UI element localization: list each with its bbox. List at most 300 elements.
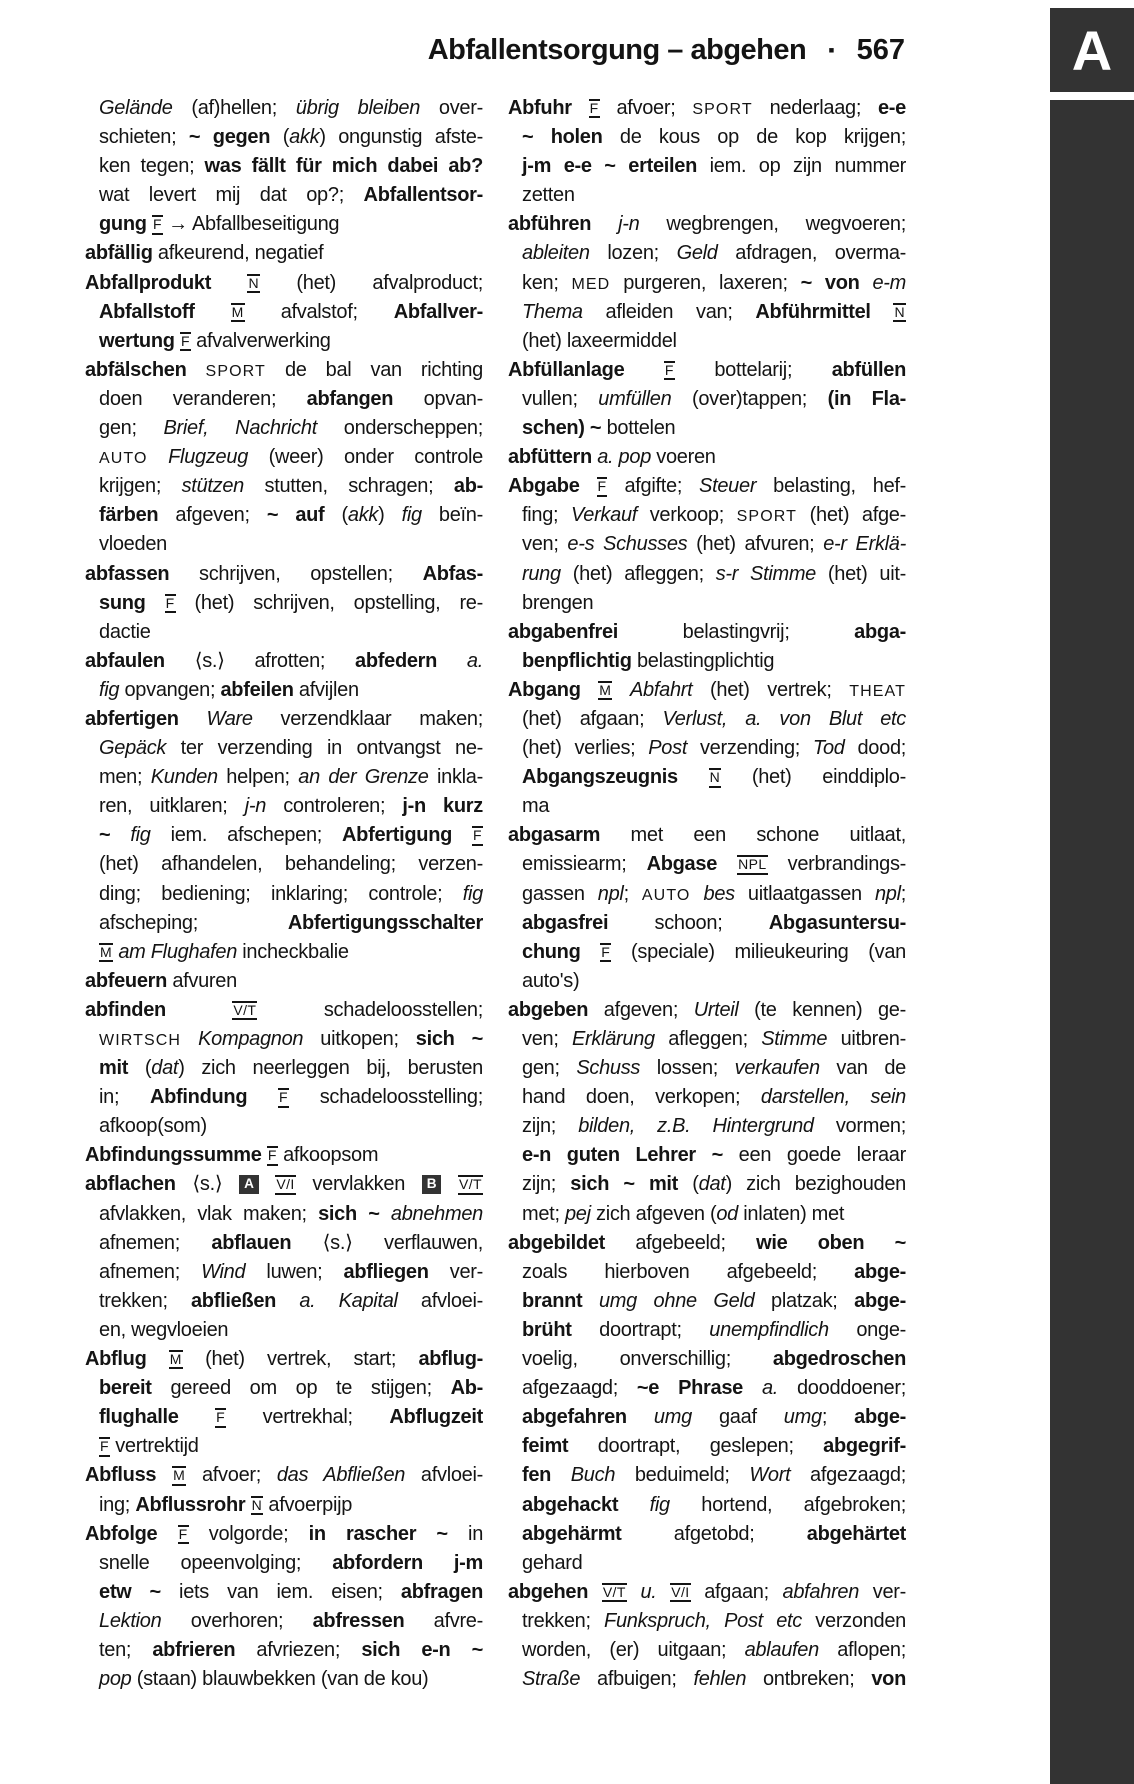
grammar-marker: F <box>165 594 176 613</box>
dict-line <box>85 1520 483 1549</box>
dict-line <box>85 1083 483 1112</box>
italic-segment: e-r Erklä- <box>823 533 906 556</box>
dict-line <box>508 1287 906 1316</box>
bold-segment: abgehärtet <box>806 1522 906 1545</box>
grammar-marker: F <box>664 361 675 380</box>
bold-segment: abgehackt <box>522 1493 650 1516</box>
text-segment: afgezaagd; <box>810 1464 906 1487</box>
bold-segment: färben <box>99 504 176 527</box>
bold-segment: Abfluss <box>85 1464 173 1487</box>
bold-segment: abge- <box>854 1406 906 1429</box>
dict-line <box>508 763 906 792</box>
text-segment: trekken; <box>99 1289 191 1312</box>
dict-line <box>508 530 906 559</box>
text-segment: afgebeeld; <box>635 1231 757 1254</box>
bold-segment: e-e <box>877 97 906 119</box>
grammar-marker: N <box>247 274 260 293</box>
text-segment: hortend, afgebroken; <box>701 1493 906 1516</box>
grammar-marker: F <box>178 1525 189 1544</box>
italic-segment: umg <box>653 1406 719 1429</box>
text-segment: (het) einddiplo- <box>721 766 906 789</box>
dict-line <box>85 1316 483 1345</box>
italic-segment: e-s Schusses <box>567 533 697 556</box>
text-segment: voelig, onverschillig; <box>522 1348 773 1371</box>
bold-segment: abfließen <box>190 1289 300 1312</box>
italic-segment: Verkauf <box>570 504 650 527</box>
text-segment: incheckbalie <box>242 940 349 963</box>
text-segment: inkla- <box>436 766 483 789</box>
bold-segment: wie oben ~ <box>756 1231 906 1254</box>
bold-segment: sung <box>99 591 165 614</box>
bold-segment: Abfallprodukt <box>85 271 248 294</box>
dict-line <box>508 880 906 909</box>
bold-segment: ~ holen <box>522 126 620 149</box>
dict-line <box>85 1374 483 1403</box>
text-segment: ( <box>144 1057 152 1080</box>
dict-line <box>85 1200 483 1229</box>
dict-line <box>85 210 483 239</box>
text-segment: met; <box>522 1202 565 1225</box>
dict-line <box>85 181 483 210</box>
text-segment <box>148 446 169 468</box>
text-segment: afvre- <box>433 1609 483 1632</box>
italic-segment: akk <box>289 126 320 149</box>
text-segment: stutten, schragen; <box>264 475 454 498</box>
grammar-marker: F <box>180 332 191 351</box>
dict-line <box>508 1607 906 1636</box>
italic-segment: Wort <box>749 1464 811 1487</box>
italic-segment: Erklärung <box>571 1028 669 1050</box>
text-segment: ren, uitklaren; <box>99 795 245 818</box>
dict-line <box>85 996 483 1025</box>
text-segment: iem. afschepen; <box>170 824 343 847</box>
bold-segment: wertung <box>99 329 180 352</box>
dict-line <box>85 909 483 938</box>
dict-line <box>508 1229 906 1258</box>
text-segment: ; <box>821 1406 855 1429</box>
smallcaps-label: AUTO <box>99 450 148 468</box>
italic-segment: Buch <box>570 1464 635 1487</box>
text-segment: schoon; <box>654 911 769 934</box>
italic-segment: Urteil <box>693 998 755 1021</box>
bold-segment: sich ~ <box>318 1202 391 1225</box>
text-segment: afvoer; <box>599 97 693 119</box>
italic-segment: stützen <box>181 475 265 498</box>
bold-segment: (in Fla- <box>827 387 906 410</box>
dict-line <box>85 1258 483 1287</box>
bold-segment: abfälschen <box>85 358 206 381</box>
bold-segment: brüht <box>522 1318 600 1341</box>
italic-segment: fehlen <box>693 1668 763 1691</box>
italic-segment: akk <box>347 504 379 527</box>
text-segment: afvuren <box>172 969 237 992</box>
text-segment: (het) afgaan; <box>522 707 663 730</box>
dict-line <box>85 1549 483 1578</box>
dict-line <box>85 938 483 967</box>
text-segment: belastingplichtig <box>636 649 775 672</box>
dict-line <box>508 1054 906 1083</box>
bold-segment: bereit <box>99 1377 171 1400</box>
bold-segment: in rascher ~ <box>308 1522 469 1545</box>
dict-line <box>508 1520 906 1549</box>
text-segment: (het) afvalproduct; <box>260 271 483 294</box>
text-segment: afkeurend, negatief <box>157 242 324 265</box>
dict-line <box>85 850 483 879</box>
bold-segment: abfaulen <box>85 649 195 672</box>
text-segment: platzak; <box>771 1289 855 1312</box>
grammar-marker: F <box>589 99 600 118</box>
dict-line <box>85 792 483 821</box>
dict-line <box>508 1141 906 1170</box>
text-segment: (het) afvuren; <box>696 533 824 556</box>
bold-segment: abfliegen <box>343 1260 450 1283</box>
text-segment <box>181 1028 198 1050</box>
italic-segment: Straße <box>522 1668 598 1691</box>
bold-segment: abfangen <box>306 387 424 410</box>
dict-line <box>85 269 483 298</box>
dict-line <box>85 152 483 181</box>
italic-segment: ableiten <box>522 242 608 265</box>
text-segment: afvlakken, vlak maken; <box>99 1202 319 1225</box>
dict-line <box>508 1578 906 1607</box>
bold-segment: abgegrif- <box>823 1435 906 1458</box>
dict-line <box>85 676 483 705</box>
text-segment: ken; <box>522 271 572 294</box>
letter-sidebar <box>1050 100 1134 1784</box>
dict-line <box>508 94 906 123</box>
text-segment <box>627 1581 641 1603</box>
dict-line <box>85 356 483 385</box>
text-segment: en, wegvloeien <box>99 1318 229 1341</box>
dict-line <box>85 1287 483 1316</box>
bold-segment: abfeilen <box>220 678 299 701</box>
dict-line <box>85 1054 483 1083</box>
text-segment: (het) laxeermiddel <box>522 329 677 352</box>
text-segment: voeren <box>656 446 716 469</box>
dict-line <box>508 472 906 501</box>
bold-segment: j-m e-e ~ erteilen <box>522 155 710 178</box>
text-segment: dood; <box>857 737 906 760</box>
text-segment: afgezaagd; <box>522 1377 637 1400</box>
bold-segment: gung <box>99 213 152 236</box>
italic-segment: Abfahrt <box>630 678 711 701</box>
text-segment: auto's) <box>522 969 580 992</box>
text-segment: (speciale) milieukeuring (van <box>611 940 906 963</box>
text-segment: ven; <box>522 1028 572 1050</box>
page-number: 567 <box>856 34 905 66</box>
dict-line <box>508 996 906 1025</box>
bold-segment: Abfallver- <box>393 300 483 323</box>
dict-line <box>85 880 483 909</box>
dict-line <box>508 1636 906 1665</box>
dict-line <box>85 734 483 763</box>
left-column <box>85 94 483 1694</box>
dict-line <box>508 1025 906 1054</box>
grammar-marker: F <box>267 1146 278 1165</box>
bold-segment: ab- <box>453 475 483 498</box>
italic-segment: j-n <box>244 795 284 818</box>
italic-segment: umfüllen <box>598 387 692 410</box>
bold-segment: abgeben <box>508 998 604 1021</box>
bold-segment: von <box>871 1668 906 1691</box>
italic-segment: am Flughafen <box>118 940 243 963</box>
italic-segment: fig <box>649 1493 702 1516</box>
dict-line <box>85 1578 483 1607</box>
dict-line <box>85 94 483 123</box>
text-segment: vertrektijd <box>109 1435 199 1458</box>
grammar-marker: F <box>278 1088 289 1107</box>
italic-segment: fig <box>99 678 125 701</box>
bold-segment: Abfindungssumme <box>85 1144 267 1167</box>
italic-segment: Ware <box>206 707 281 730</box>
bold-segment: ~ von <box>800 271 873 294</box>
text-segment: ( <box>692 1173 699 1196</box>
text-segment: onderscheppen; <box>343 417 483 440</box>
bold-segment: Abfuhr <box>508 97 589 119</box>
bold-segment: abgebildet <box>508 1231 636 1254</box>
text-segment: ( <box>341 504 348 527</box>
text-segment: verzonden <box>815 1609 906 1632</box>
text-segment: doen veranderen; <box>99 387 307 410</box>
text-segment: belastingvrij; <box>682 620 855 643</box>
dict-line <box>85 1170 483 1199</box>
bold-segment: abfertigen <box>85 707 207 730</box>
italic-segment: Geld <box>676 242 736 265</box>
dict-line <box>508 123 906 152</box>
text-segment: afvalstof; <box>244 300 394 323</box>
bold-segment: e-n guten Lehrer ~ <box>522 1144 739 1167</box>
italic-segment: Kunden <box>150 766 227 789</box>
bold-segment: abgabenfrei <box>508 620 683 643</box>
text-segment <box>612 679 630 701</box>
text-segment: afdragen, overma- <box>735 242 906 265</box>
text-segment: ⟨s.⟩ verflauwen, <box>322 1231 483 1254</box>
bold-segment: schen) ~ <box>522 417 607 440</box>
grammar-marker: M <box>172 1466 186 1485</box>
text-segment: schadeloosstelling; <box>288 1086 483 1109</box>
dict-line <box>85 763 483 792</box>
bold-segment: Abflussrohr <box>135 1493 251 1516</box>
grammar-marker: M <box>598 681 612 700</box>
dict-line <box>85 239 483 268</box>
italic-segment: darstellen, sein <box>760 1086 906 1109</box>
text-segment: (het) schrijven, opstelling, re- <box>175 591 483 614</box>
italic-segment: pej <box>564 1202 597 1225</box>
dict-line <box>85 530 483 559</box>
text-segment: trekken; <box>522 1609 605 1632</box>
text-segment: lossen; <box>656 1057 735 1080</box>
text-segment: ; <box>623 882 642 905</box>
italic-segment: Lektion <box>99 1609 191 1632</box>
bold-segment: abfrieren <box>152 1638 257 1661</box>
dict-line <box>508 269 906 298</box>
bold-segment: sich ~ <box>415 1028 483 1050</box>
text-segment: schieten; <box>99 126 189 149</box>
text-segment: vullen; <box>522 387 599 410</box>
text-segment: krijgen; <box>99 475 182 498</box>
italic-segment: Stimme <box>761 1028 841 1050</box>
bold-segment: Abflugzeit <box>389 1406 483 1429</box>
bold-segment: sich e-n ~ <box>361 1638 483 1661</box>
grammar-marker: V/T <box>458 1175 483 1194</box>
dict-line <box>508 1665 906 1694</box>
bold-segment: abfüttern <box>508 446 598 469</box>
italic-segment: bes <box>703 882 748 905</box>
text-segment: verbrandings- <box>767 853 906 876</box>
dict-line <box>85 618 483 647</box>
bullet-separator-icon: ▪ <box>828 39 835 60</box>
text-segment: (het) afge- <box>796 504 906 527</box>
text-segment: zetten <box>522 184 575 207</box>
text-segment: de kous op de kop krijgen; <box>619 126 906 149</box>
text-segment: (het) uit- <box>827 562 906 585</box>
smallcaps-label: WIRTSCH <box>99 1032 182 1049</box>
grammar-marker: V/I <box>275 1175 295 1194</box>
bold-segment: Abgangszeugnis <box>522 766 709 789</box>
text-segment: verzending; <box>699 737 813 760</box>
bold-segment: abfinden <box>85 998 233 1021</box>
text-segment: (het) afhandelen, behandeling; verzen- <box>99 853 483 876</box>
italic-segment: umg <box>783 1406 822 1429</box>
dict-line <box>508 1345 906 1374</box>
text-segment: in; <box>99 1086 150 1109</box>
text-segment: opvan- <box>423 387 483 410</box>
dict-line <box>85 443 483 472</box>
text-segment: bottelarij; <box>674 358 832 381</box>
dict-line <box>85 298 483 327</box>
text-segment <box>690 883 703 905</box>
text-segment: luwen; <box>266 1260 344 1283</box>
italic-segment: umg ohne Geld <box>598 1289 772 1312</box>
bold-segment: Abgabe <box>508 475 597 498</box>
italic-segment: rung <box>522 562 573 585</box>
italic-segment: a. Kapital <box>299 1289 421 1312</box>
italic-segment: j-n <box>618 213 667 236</box>
bold-segment: ~ gegen <box>188 126 283 149</box>
text-segment: overhoren; <box>190 1609 313 1632</box>
text-segment: afvoer; <box>186 1464 277 1487</box>
grammar-marker: N <box>251 1496 264 1515</box>
italic-segment: dat <box>698 1173 726 1196</box>
text-segment: zijn; <box>522 1115 579 1138</box>
italic-segment: a. pop <box>597 446 657 469</box>
text-segment: (het) afleggen; <box>572 562 716 585</box>
text-segment: iets van iem. eisen; <box>179 1580 401 1603</box>
bold-segment: etw ~ <box>99 1580 180 1603</box>
text-segment: ontbreken; <box>762 1668 872 1691</box>
dict-line <box>85 1112 483 1141</box>
bold-segment: abflachen <box>85 1173 193 1196</box>
italic-segment: pop <box>99 1668 137 1691</box>
text-segment: van de <box>836 1057 906 1080</box>
text-segment: in <box>468 1522 483 1545</box>
italic-segment: übrig bleiben <box>295 97 439 119</box>
dict-line <box>85 1345 483 1374</box>
dict-line <box>508 938 906 967</box>
text-segment: een goede leraar <box>738 1144 906 1167</box>
dict-line <box>85 647 483 676</box>
text-segment: volgorde; <box>188 1522 309 1545</box>
text-segment: ding; bediening; inklaring; controle; <box>99 882 463 905</box>
text-segment: → Abfallbeseitigung <box>162 213 340 236</box>
italic-segment: dat <box>151 1057 179 1080</box>
bold-segment: abgehen <box>508 1580 602 1603</box>
text-segment: vloeden <box>99 533 167 556</box>
dict-line <box>85 1141 483 1170</box>
dict-line <box>85 1607 483 1636</box>
italic-segment: a. <box>466 649 483 672</box>
text-segment: fing; <box>522 504 571 527</box>
smallcaps-label: MED <box>571 275 611 293</box>
text-segment: helpen; <box>226 766 299 789</box>
italic-segment: Post <box>648 737 700 760</box>
italic-segment: fig <box>401 504 439 527</box>
text-segment: gehard <box>522 1551 583 1574</box>
text-segment: gen; <box>522 1057 577 1080</box>
dict-line <box>85 385 483 414</box>
italic-segment: od <box>716 1202 744 1225</box>
dict-line <box>85 472 483 501</box>
dict-line <box>508 1491 906 1520</box>
text-segment: zoals hierboven afgebeeld; <box>522 1260 855 1283</box>
text-segment: zijn; <box>522 1173 571 1196</box>
text-segment: ter verzending in ontvangst ne- <box>180 737 483 760</box>
dict-line <box>85 1636 483 1665</box>
smallcaps-label: SPORT <box>205 362 266 380</box>
dict-line <box>508 1374 906 1403</box>
smallcaps-label: THEAT <box>849 682 906 700</box>
italic-segment: fig <box>462 882 483 905</box>
text-segment: beïn- <box>438 504 483 527</box>
bold-segment: Abfindung <box>149 1086 278 1109</box>
bold-segment: Abführmittel <box>755 300 894 323</box>
dict-line <box>508 1403 906 1432</box>
bold-segment: j-n kurz <box>402 795 483 818</box>
italic-segment: Steuer <box>699 475 774 498</box>
bold-segment: Abfüllanlage <box>508 358 664 381</box>
bold-segment: abfragen <box>400 1580 483 1603</box>
bold-segment: abflauen <box>211 1231 323 1254</box>
text-segment: inlaten) met <box>743 1202 845 1225</box>
dict-line <box>508 181 906 210</box>
text-segment: wat levert mij dat op?; <box>99 184 364 207</box>
bold-segment: sich ~ mit <box>570 1173 693 1196</box>
bold-segment: Abgasuntersu- <box>768 911 906 934</box>
text-segment: vertrekhal; <box>226 1406 390 1429</box>
dict-line <box>85 705 483 734</box>
text-segment: gaaf <box>718 1406 784 1429</box>
text-segment: vervlakken <box>295 1173 422 1196</box>
dict-line <box>508 1083 906 1112</box>
dict-line <box>508 239 906 268</box>
italic-segment: Flugzeug <box>168 446 269 469</box>
text-segment: doortrapt, geslepen; <box>597 1435 824 1458</box>
sense-box: A <box>239 1175 259 1194</box>
italic-segment: a. <box>761 1377 797 1400</box>
text-segment: ) <box>378 504 402 527</box>
text-segment: (het) verlies; <box>522 737 649 760</box>
bold-segment: benpflichtig <box>522 649 637 672</box>
text-segment: uitbren- <box>840 1028 906 1050</box>
bold-segment: abgedroschen <box>772 1348 906 1371</box>
text-segment: hand doen, verkopen; <box>522 1086 761 1109</box>
smallcaps-label: SPORT <box>692 101 753 118</box>
italic-segment: bilden, z.B. Hintergrund <box>578 1115 836 1138</box>
text-segment: afleggen; <box>668 1028 762 1050</box>
bold-segment: abgasarm <box>508 824 631 847</box>
text-segment: ⟨s.⟩ afrotten; <box>194 649 356 672</box>
italic-segment: Schuss <box>576 1057 657 1080</box>
